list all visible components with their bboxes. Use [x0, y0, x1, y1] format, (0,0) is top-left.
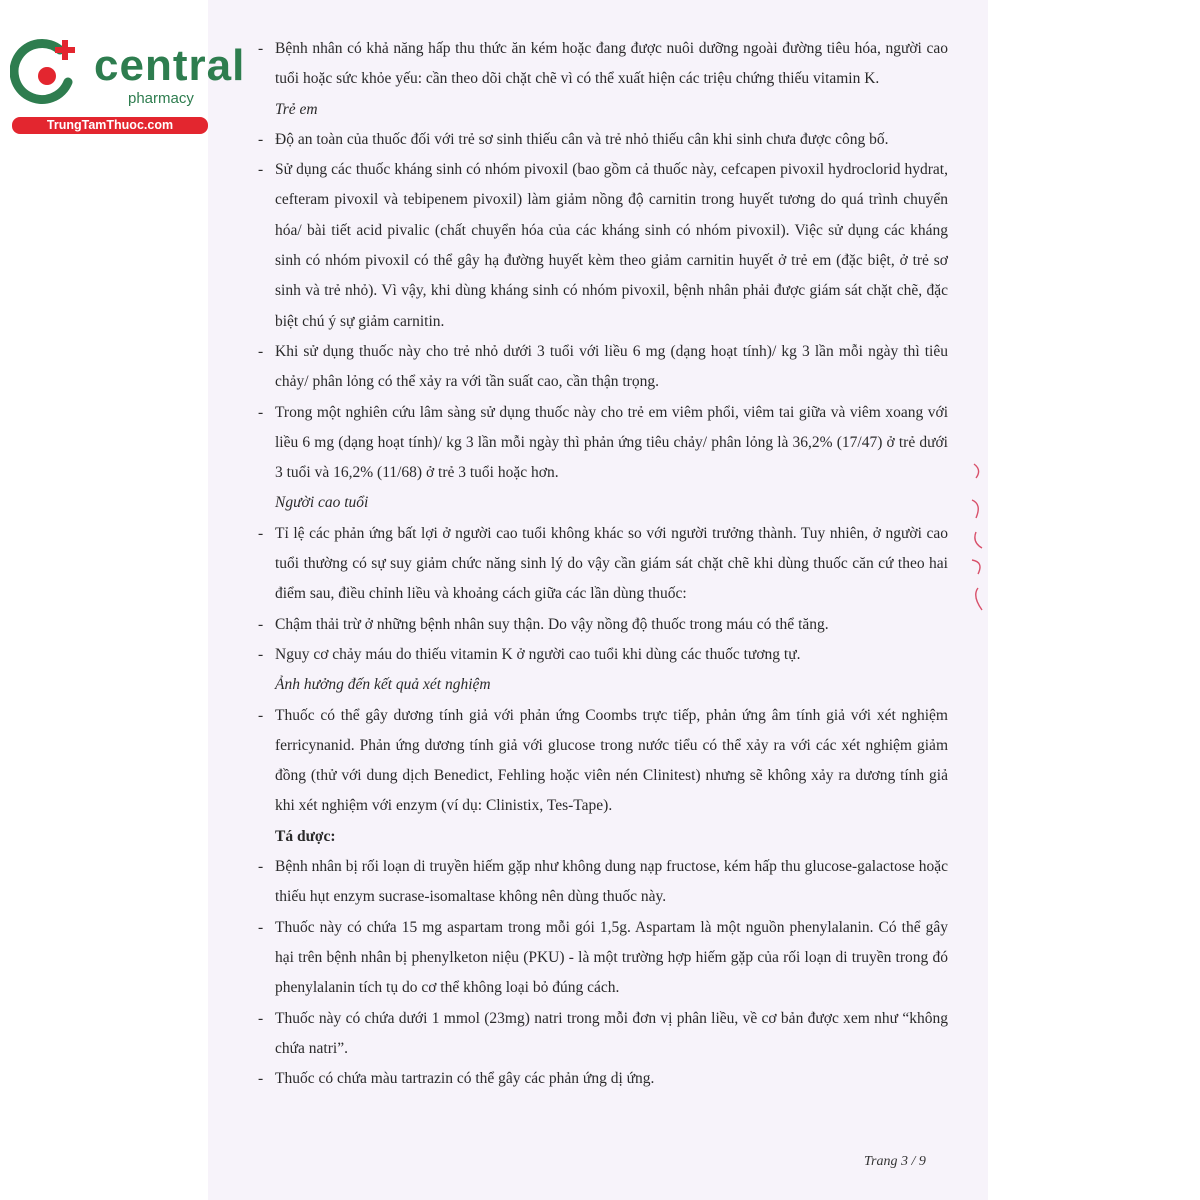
paragraph-text: Bệnh nhân có khả năng hấp thu thức ăn kém hoặc đang được nuôi dưỡng ngoài đường tiêu hóa, người cao tuổi hoặc sức khỏe yếu: cần theo dõi chặt chẽ vì có thể xuất hiện các triệu chứng thiếu vitamin K. — [275, 40, 948, 88]
bullet-paragraph — [258, 337, 948, 398]
paragraph-text: Nguy cơ chảy máu do thiếu vitamin K ở người cao tuổi khi dùng các thuốc tương tự. — [275, 645, 801, 663]
logo-sub-text: pharmacy — [128, 90, 194, 107]
paragraph-text: Độ an toàn của thuốc đối với trẻ sơ sinh thiếu cân và trẻ nhỏ thiếu cân khi sinh chưa được công bố. — [275, 130, 889, 148]
paragraph-text: Sử dụng các thuốc kháng sinh có nhóm pivoxil (bao gồm cả thuốc này, cefcapen pivoxil hydroclorid hydrat, cefteram pivoxil và tebipenem pivoxil) làm giảm nồng độ carnitin trong huyết tương do quá trình chuyển hóa/ bài tiết acid pivalic (chất chuyển hóa của các kháng sinh có nhóm pivoxil). Việc sử dụng các kháng sinh có nhóm pivoxil có thể gây hạ đường huyết kèm theo giảm carnitin huyết ở trẻ em (đặc biệt, ở trẻ sơ sinh và trẻ nhỏ). Vì vậy, khi dùng kháng sinh có nhóm pivoxil, bệnh nhân phải được giám sát chặt chẽ, đặc biệt chú ý sự giảm carnitin. — [275, 161, 948, 330]
bullet-paragraph — [258, 913, 948, 1004]
bullet-dash: - — [258, 645, 264, 663]
document-body — [258, 34, 948, 1094]
paragraph-text: Thuốc có chứa màu tartrazin có thể gây các phản ứng dị ứng. — [275, 1070, 655, 1088]
paragraph-text: Thuốc này có chứa 15 mg aspartam trong mỗi gói 1,5g. Aspartam là một nguồn phenylalanin. Có thể gây hại trên bệnh nhân bị phenylketon niệu (PKU) - là một trường hợp hiếm gặp của rối loạn di truyền trong đó phenylalanin tích tụ do cơ thể không loại bỏ đúng cách. — [275, 918, 948, 997]
logo-brand-text: central — [94, 41, 246, 90]
bullet-dash: - — [258, 706, 264, 724]
bullet-dash: - — [258, 918, 264, 936]
section-heading: Tá dược: — [275, 827, 336, 845]
bullet-dash: - — [258, 1070, 264, 1088]
paragraph-text: Thuốc này có chứa dưới 1 mmol (23mg) natri trong mỗi đơn vị phân liều, về cơ bản được xem như “không chứa natri”. — [275, 1009, 948, 1057]
section-heading: Trẻ em — [275, 100, 318, 118]
bullet-paragraph — [258, 519, 948, 610]
section-heading: Ảnh hưởng đến kết quả xét nghiệm — [275, 676, 491, 694]
bullet-dash: - — [258, 403, 264, 421]
section-heading: Người cao tuổi — [275, 494, 369, 512]
bullet-paragraph — [258, 34, 948, 95]
bullet-paragraph — [258, 1004, 948, 1065]
bullet-paragraph — [258, 852, 948, 913]
logo-url-badge[interactable]: TrungTamThuoc.com — [12, 117, 208, 134]
bullet-dash: - — [258, 130, 264, 148]
bullet-paragraph — [258, 610, 948, 640]
bullet-paragraph — [258, 125, 948, 155]
pharmacy-cross-icon — [10, 36, 84, 110]
paragraph-text: Khi sử dụng thuốc này cho trẻ nhỏ dưới 3 tuổi với liều 6 mg (dạng hoạt tính)/ kg 3 lần mỗi ngày thì tiêu chảy/ phân lỏng có thể xảy ra với tần suất cao, cần thận trọng. — [275, 342, 948, 391]
bullet-dash: - — [258, 40, 264, 57]
bullet-dash: - — [258, 615, 264, 633]
paragraph-text: Tỉ lệ các phản ứng bất lợi ở người cao tuổi không khác so với người trưởng thành. Tuy nhiên, ở người cao tuổi thường có sự suy giảm chức năng sinh lý do vậy cần giám sát chặt chẽ khi dùng thuốc căn cứ theo hai điểm sau, điều chỉnh liều và khoảng cách giữa các lần dùng thuốc: — [275, 524, 948, 603]
paragraph-text: Trong một nghiên cứu lâm sàng sử dụng thuốc này cho trẻ em viêm phổi, viêm tai giữa và viêm xoang với liều 6 mg (dạng hoạt tính)/ kg 3 lần mỗi ngày thì phản ứng tiêu chảy/ phân lỏng là 36,2% (17/47) ở trẻ dưới 3 tuổi và 16,2% (11/68) ở trẻ 3 tuổi hoặc hơn. — [275, 403, 948, 482]
central-pharmacy-logo[interactable] — [10, 36, 246, 136]
bullet-dash: - — [258, 161, 264, 179]
bullet-paragraph — [258, 640, 948, 670]
bullet-paragraph — [258, 1064, 948, 1094]
bullet-paragraph — [258, 398, 948, 489]
page-number: Trang 3 / 9 — [864, 1154, 926, 1169]
bullet-dash: - — [258, 858, 264, 876]
bullet-dash: - — [258, 524, 264, 542]
paragraph-text: Bệnh nhân bị rối loạn di truyền hiếm gặp như không dung nạp fructose, kém hấp thu glucose-galactose hoặc thiếu hụt enzym sucrase-isomaltase không nên dùng thuốc này. — [275, 858, 948, 906]
handwritten-margin-mark — [968, 460, 996, 620]
paragraph-text: Chậm thải trừ ở những bệnh nhân suy thận. Do vậy nồng độ thuốc trong máu có thể tăng. — [275, 615, 829, 633]
bullet-dash: - — [258, 1009, 264, 1027]
bullet-paragraph — [258, 155, 948, 337]
bullet-paragraph — [258, 701, 948, 822]
paragraph-text: Thuốc có thể gây dương tính giả với phản ứng Coombs trực tiếp, phản ứng âm tính giả với xét nghiệm ferricynanid. Phản ứng dương tính giả với glucose trong nước tiểu có thể xảy ra với các xét nghiệm giảm đồng (thử với dung dịch Benedict, Fehling hoặc viên nén Clinitest) nhưng sẽ không xảy ra dương tính giả khi xét nghiệm với enzym (ví dụ: Clinistix, Tes-Tape). — [275, 706, 948, 815]
bullet-dash: - — [258, 342, 264, 360]
